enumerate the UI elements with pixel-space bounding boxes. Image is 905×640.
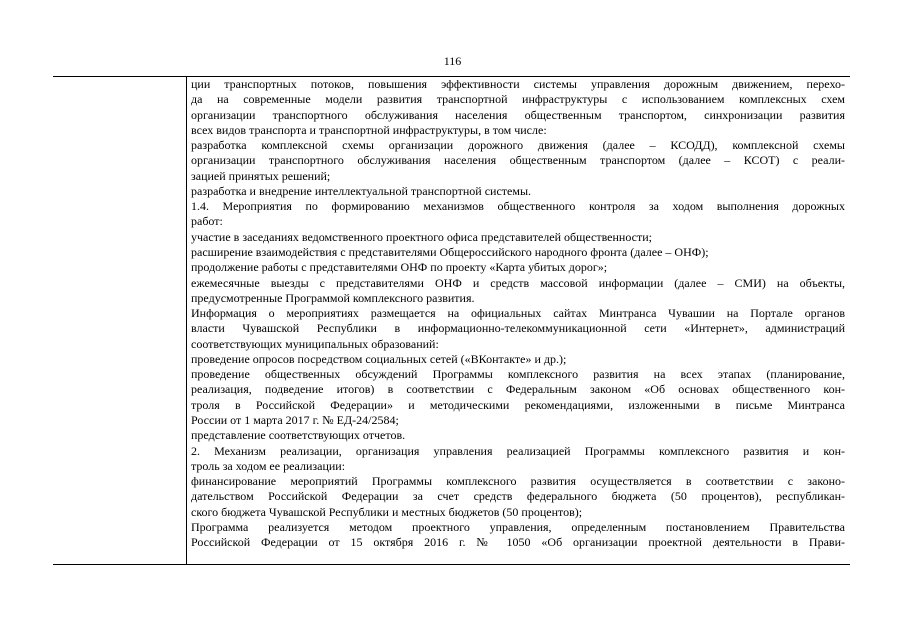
text-line: проведение общественных обсуждений Программы комплексного развития на всех этапах (планирование, [191,367,845,382]
text-line: 1.4. Мероприятия по формированию механизмов общественного контроля за ходом выполнения дорожных [191,199,845,214]
table-text-cell [191,77,845,564]
text-line: 2. Механизм реализации, организация управления реализацией Программы комплексного развития и кон- [191,443,845,458]
text-line: работ: [191,214,223,229]
table-left-cell [53,77,186,564]
text-line: организации транспортного обслуживания населения общественным транспортом (далее – КСОТ) с реали- [191,153,845,168]
text-line: разработка комплексной схемы организации дорожного движения (далее – КСОДД), комплексной схемы [191,138,845,153]
text-line: Программа реализуется методом проектного управления, определенным постановлением Правительства [191,519,845,534]
text-line: проведение опросов посредством социальных сетей («ВКонтакте» и др.); [191,351,567,366]
text-line: представление соответствующих отчетов. [191,428,406,443]
text-line: продолжение работы с представителями ОНФ по проекту «Карта убитых дорог»; [191,260,608,275]
text-line: разработка и внедрение интеллектуальной транспортной системы. [191,183,532,198]
text-line: реализация, подведение итогов) в соответствии с Федеральным законом «Об основах общественного кон- [191,382,845,397]
text-line: ского бюджета Чувашской Республики и местных бюджетов (50 процентов); [191,504,583,519]
text-line: дательством Российской Федерации за счет средств федерального бюджета (50 процентов), республикан- [191,489,845,504]
text-line: троль за ходом ее реализации: [191,458,346,473]
text-line: организации транспортного обслуживания населения общественным транспортом, синхронизации развития [191,107,845,122]
text-line: Российской Федерации от 15 октября 2016 г. № 1050 «Об организации проектной деятельности в Прави- [191,535,845,550]
text-line: ции транспортных потоков, повышения эффективности системы управления дорожным движением, перехо- [191,77,845,91]
page-number: 116 [443,54,462,68]
program-table [53,76,850,565]
text-line: ежемесячные выезды с представителями ОНФ и средств массовой информации (далее – СМИ) на объекты, [191,275,845,290]
text-line: власти Чувашской Республики в информационно-телекоммуникационной сети «Интернет», администраций [191,321,845,336]
text-line: финансирование мероприятий Программы комплексного развития осуществляется в соответствии с законо- [191,474,845,489]
text-line: расширение взаимодействия с представителями Общероссийского народного фронта (далее – ОНФ); [191,245,709,259]
text-line: России от 1 марта 2017 г. № ЕД-24/2584; [191,413,399,427]
text-line: Информация о мероприятиях размещается на официальных сайтах Минтранса Чувашии на Портале органов [191,306,845,321]
text-line: участие в заседаниях ведомственного проектного офиса представителей общественности; [191,229,652,244]
text-line: да на современные модели развития транспортной инфраструктуры с использованием комплексных схем [191,92,845,107]
text-line: предусмотренные Программой комплексного развития. [191,290,475,305]
text-line: соответствующих муниципальных образований: [191,336,439,351]
text-line: троля в Российской Федерации» и методическими рекомендациями, изложенными в письме Минтранса [191,397,845,412]
text-line: всех видов транспорта и транспортной инфраструктуры, в том числе: [191,122,547,137]
text-line: зацией принятых решений; [191,168,331,183]
column-divider [186,77,187,564]
